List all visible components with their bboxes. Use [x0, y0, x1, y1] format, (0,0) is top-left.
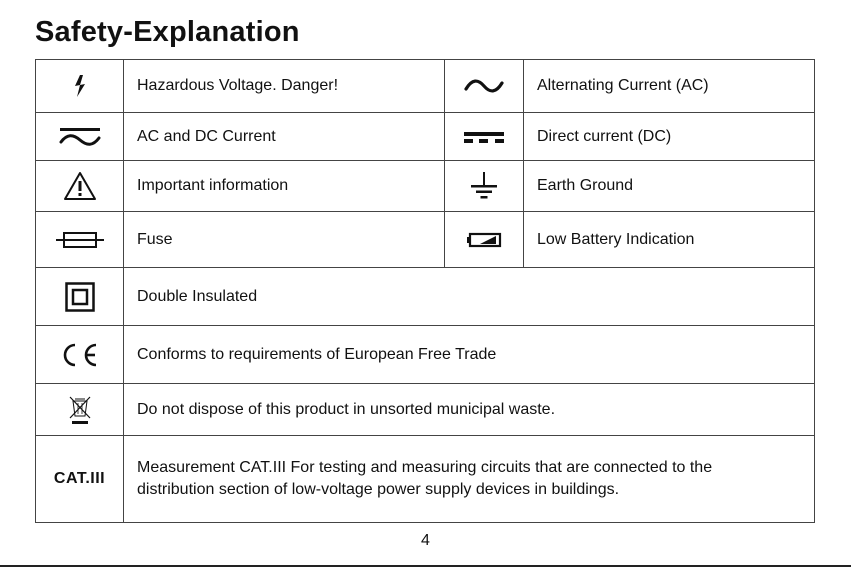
- description-cell: Alternating Current (AC): [524, 60, 815, 113]
- symbol-cell: [36, 384, 124, 436]
- description-cell: Do not dispose of this product in unsorted municipal waste.: [124, 384, 815, 436]
- description-cell: [124, 436, 815, 523]
- crossed-bin-icon: [68, 394, 92, 426]
- description-cell: Double Insulated: [124, 268, 815, 326]
- double-insulated-icon: [65, 282, 95, 312]
- symbol-cell: [445, 161, 524, 212]
- description-line: distribution section of low-voltage power supply devices in buildings.: [137, 481, 620, 498]
- description-cell: Fuse: [124, 212, 445, 268]
- description-line: Measurement CAT.III For testing and measuring circuits that are connected to the: [137, 459, 713, 476]
- symbol-cell: [36, 161, 124, 212]
- table-row: [36, 384, 815, 436]
- symbol-cell: [36, 60, 124, 113]
- fuse-icon: [56, 230, 104, 250]
- warning-triangle-icon: [63, 171, 97, 201]
- table-row: [36, 60, 815, 113]
- description-cell: Important information: [124, 161, 445, 212]
- safety-symbol-table: [35, 59, 815, 523]
- description-cell: Conforms to requirements of European Free Trade: [124, 326, 815, 384]
- dc-symbol-icon: [462, 130, 506, 144]
- description-cell: Direct current (DC): [524, 113, 815, 161]
- ac-dc-icon: [58, 126, 102, 148]
- table-row: [36, 212, 815, 268]
- footer-divider: [0, 565, 851, 567]
- symbol-cell: [36, 268, 124, 326]
- symbol-cell: [445, 113, 524, 161]
- ac-wave-icon: [464, 78, 504, 94]
- page-title: Safety-Explanation: [35, 16, 300, 48]
- description-cell: Hazardous Voltage. Danger!: [124, 60, 445, 113]
- symbol-cell: [36, 326, 124, 384]
- description-cell: AC and DC Current: [124, 113, 445, 161]
- cat-iii-label: CAT.III: [36, 436, 124, 523]
- page-number: 4: [421, 532, 430, 549]
- table-row: [36, 113, 815, 161]
- description-cell: Earth Ground: [524, 161, 815, 212]
- description-cell: Low Battery Indication: [524, 212, 815, 268]
- table-row: [36, 161, 815, 212]
- table-row: [36, 436, 815, 523]
- earth-ground-icon: [469, 171, 499, 201]
- symbol-cell: [36, 113, 124, 161]
- low-battery-icon: [466, 232, 502, 248]
- symbol-cell: [445, 60, 524, 113]
- table-row: [36, 268, 815, 326]
- ce-mark-icon: [58, 342, 102, 368]
- lightning-bolt-icon: [73, 75, 87, 97]
- table-row: [36, 326, 815, 384]
- symbol-cell: [445, 212, 524, 268]
- symbol-cell: [36, 212, 124, 268]
